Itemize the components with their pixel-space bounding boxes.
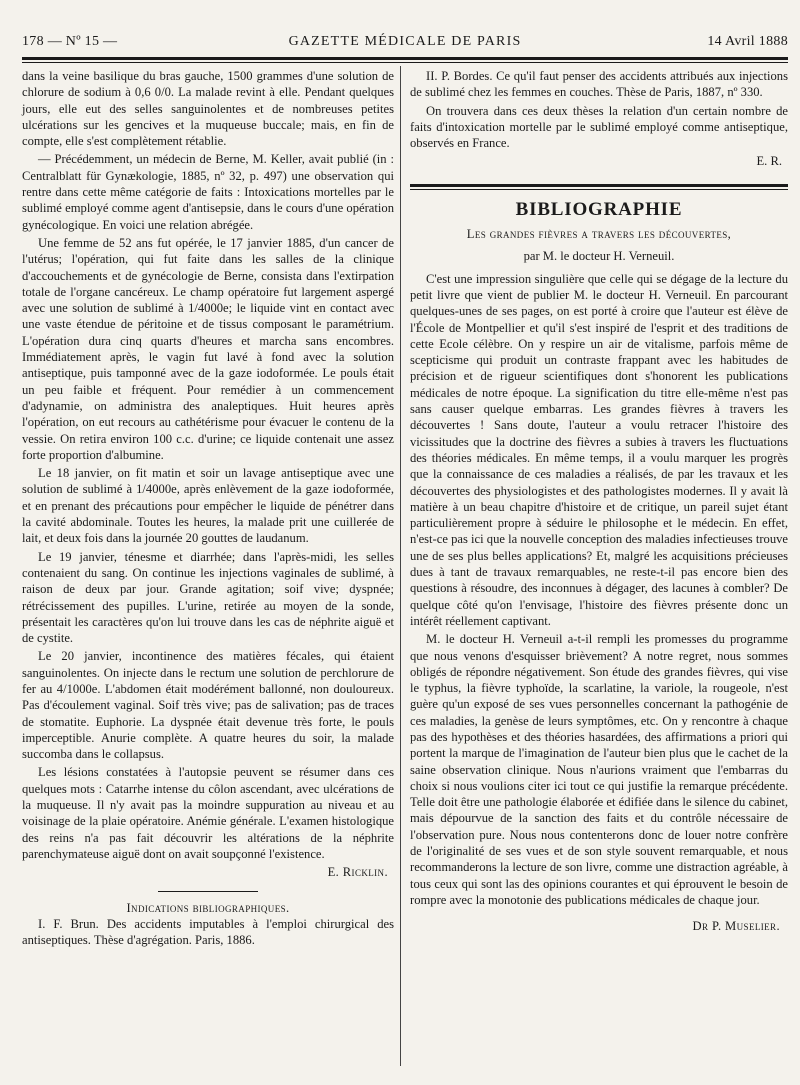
left-column xyxy=(22,68,394,950)
section-rule xyxy=(158,891,258,892)
page-number: 178 — Nº 15 — xyxy=(22,34,118,49)
article-signature: E. Ricklin. xyxy=(327,865,388,880)
left-paragraph-2: — Précédemment, un médecin de Berne, M. Keller, avait publié (in : Centralblatt für Gynækologie, 1885, nº 32, p. 497) une observation qui rentre dans cette même catégorie de faits : Intoxications mortelles par le sublimé employé comme agent d'antisepsie, dans le cours d'une opération gynécologique. En voici une relation abrégée. xyxy=(22,152,394,232)
reference-2: II. P. Bordes. Ce qu'il faut penser des accidents attribués aux injections de sublimé chez les femmes en couches. Thèse de Paris, 1887, nº 330. xyxy=(410,69,788,100)
note-signature: E. R. xyxy=(756,154,782,169)
bibliography-rule xyxy=(410,184,788,190)
left-paragraph-6: Le 20 janvier, incontinence des matières fécales, qui étaient sanguinolentes. On injecte dans le rectum une solution de perchlorure de fer au 4/1000e. L'abdomen était modérément ballonné, non douloureux. Pas d'écoulement vaginal. Soif très vive; pas de salivation; pas de traces de stomatite. Euphorie. La dyspnée était devenue très forte, le pouls imperceptible. Anurie complète. A quatre heures du soir, la malade succomba dans le collapsus. xyxy=(22,649,394,762)
column-separator xyxy=(400,66,401,1066)
review-signature: Dr P. Muselier. xyxy=(692,919,780,934)
left-paragraph-4: Le 18 janvier, on fit matin et soir un lavage antiseptique avec une solution de sublimé à 1/4000e, après enlèvement de la gaze iodoformée, et en prenant des précautions pour empêcher le liquide de pénétrer dans la cavité abdominale. Toutes les heures, la malade prit une cuillerée de lait, et deux fois dans la journée 20 gouttes de laudanum. xyxy=(22,466,394,546)
journal-title: GAZETTE MÉDICALE DE PARIS xyxy=(288,34,522,49)
left-paragraph-7: Les lésions constatées à l'autopsie peuvent se résumer dans ces quelques mots : Catarrhe intense du côlon ascendant, avec ulcérations de la muqueuse. Il n'y avait pas la moindre suppuration au niveau et au voisinage de la plaie opératoire. Anémie générale. L'examen histologique des reins n'a pas fait découvrir les altérations de la néphrite parenchymateuse aiguë dont on avait soupçonné l'existence. xyxy=(22,765,394,861)
left-paragraph-1: dans la veine basilique du bras gauche, 1500 grammes d'une solution de chlorure de sodium à 0,6 0/0. La malade revint à elle. Pendant quelques jours, elle eut des selles sanguinolentes et de nombreuses petites ulcérations sur les gencives et la muqueuse buccale; mais, en fin de compte, elle s'est complètement rétablie. xyxy=(22,69,394,149)
indications-title: Indications bibliographiques. xyxy=(126,900,290,915)
references-note: On trouvera dans ces deux thèses la relation d'un certain nombre de faits d'intoxication mortelle par le sublimé employé comme antiseptique, observés en France. xyxy=(410,103,788,151)
bibliography-title: BIBLIOGRAPHIE xyxy=(515,198,683,220)
review-paragraph-1: C'est une impression singulière que celle qui se dégage de la lecture du petit livre que vient de publier M. le docteur H. Verneuil. En parcourant quelques-unes de ses pages, on est porté à croire que l'auteur est élève de l'École de Montpellier et qu'il s'est inspiré de l'esprit et des traditions de cette Ecole célèbre. On y respire un air de vitalisme, parfois même de scepticisme qui produit un contraste frappant avec les habitudes de précision et de rigueur scientifiques dont s'honorent les publications médicales de notre époque. La signification du titre elle-même n'est pas sans causer quelque embarras. Les grandes fièvres à travers les découvertes ! Sans doute, l'auteur a voulu retracer l'histoire des vicissitudes que la doctrine des fièvres a subies à travers les fluctuations des théories médicales. En même temps, il a voulu marquer les progrès que la connaissance de ces maladies a réalisés, de par les travaux et les découvertes des physiologistes et des pathologistes modernes. Il y avait là matière à un beau chapitre d'histoire et de critique, un pareil sujet étant particulièrement propre à séduire le philosophe et le médecin. En effet, n'est-ce pas ici que la nouvelle conception des maladies infectieuses trouve une de ses plus belles applications? Et, malgré les acquisitions précieuses dues à tant de travaux remarquables, ne reste-t-il pas encore bien des questions à résoudre, des inconnues à dégager, des lacunes à combler? De quelque côté qu'on l'envisage, l'histoire des fièvres présente donc un intérêt réellement captivant. xyxy=(410,271,788,628)
book-author: par M. le docteur H. Verneuil. xyxy=(523,249,675,264)
left-paragraph-3: Une femme de 52 ans fut opérée, le 17 janvier 1885, d'un cancer de l'utérus; l'opération, qui fut faite dans les salles de la clinique d'accouchements et de gynécologie de Berne, consista dans l'extirpation totale de l'organe cancéreux. Le champ opératoire fut largement aspergé avec une solution de sublimé à 1/4000e; le liquide vint en contact avec une vaste étendue de péritoine et de tissus composant le paramétrium. L'opération dura cinq quarts d'heures et marcha sans encombres. Immédiatement après, le vagin fut lavé à fond avec la solution antiseptique, puis tamponné avec de la gaze iodoformée. Le pouls était un peu faible et fréquent. Pour remédier à un commencement d'adynamie, on administra des analeptiques. Huit heures après l'opération, on eut recours au cathétérisme pour évacuer le contenu de la vessie. On retira environ 100 c.c. d'urine; ce liquide contenait une assez forte proportion d'albumine. xyxy=(22,235,394,462)
issue-date: 14 Avril 1888 xyxy=(707,34,788,49)
left-paragraph-5: Le 19 janvier, ténesme et diarrhée; dans l'après-midi, les selles contenaient du sang. On continue les injections vaginales de sublimé, à raison de deux par jour. Grande agitation; soif vive; dyspnée; rétrécissement des pupilles. L'urine, retirée au moyen de la sonde, présentait les caractères qu'on lui trouve dans les cas de néphrite aiguë et de cystite. xyxy=(22,549,394,646)
page-header xyxy=(22,34,788,54)
reference-1: I. F. Brun. Des accidents imputables à l'emploi chirurgical des antiseptiques. Thèse d'agrégation. Paris, 1886. xyxy=(22,916,394,948)
book-title: Les grandes fièvres a travers les découvertes, xyxy=(466,227,732,242)
review-paragraph-2: M. le docteur H. Verneuil a-t-il rempli les promesses du programme que nous venons d'esquisser brièvement? A notre regret, nous sommes obligés de répondre négativement. Son étude des grandes fièvres, qui vise le typhus, la fièvre typhoïde, la scarlatine, la variole, la rougeole, n'est guère qu'un exposé de ses vues personnelles concernant la pathogénie de ces maladies, la genèse de leurs symptômes, etc. On y rencontre à chaque pas des hypothèses et des théories hasardées, des affirmations a priori qui portent la marque de l'imagination de l'auteur bien plus que le cachet de la saine observation clinique. Nous n'aurions vraiment que l'embarras du choix si nous voulions citer ici tout ce qui justifie la remarque précédente. Telle doit être une pathologie élaborée et édifiée dans le silence du cabinet, mais dépourvue de la sanction des faits et du contrôle nécessaire de l'observation pure. Nous nous contenterons donc de louer notre confrère de l'originalité de ses vues et de son style souvent remarquable, et nous recommanderons la lecture de son livre, comme une distraction agréable, à tous ceux qui sont las des opinions courantes et qui éprouvent le besoin de rompre avec la monotonie des publications médicales de chaque jour. xyxy=(410,632,788,907)
header-rule-thin xyxy=(22,62,788,63)
right-column xyxy=(410,68,788,935)
header-rule xyxy=(22,57,788,60)
